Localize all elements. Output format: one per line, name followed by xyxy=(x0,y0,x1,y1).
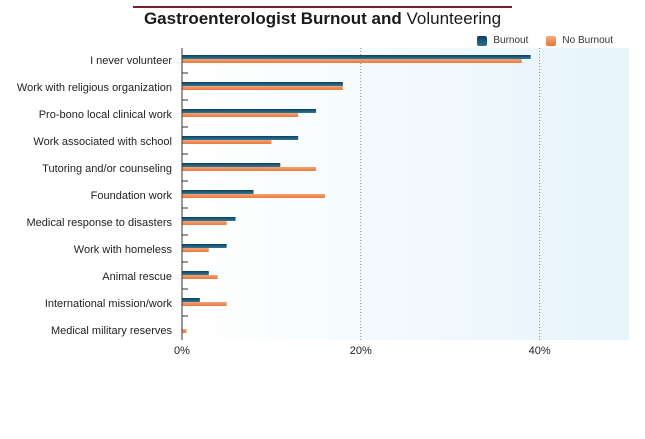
category-label-10: Medical military reserves xyxy=(50,325,172,337)
category-label-8: Animal rescue xyxy=(102,271,172,283)
bar-no-burnout-3 xyxy=(182,140,271,144)
bar-burnout-0 xyxy=(182,55,531,59)
bar-no-burnout-9 xyxy=(182,302,227,306)
bar-no-burnout-7 xyxy=(182,248,209,252)
bar-no-burnout-10 xyxy=(182,329,186,333)
bar-burnout-5 xyxy=(182,190,254,194)
bar-no-burnout-8 xyxy=(182,275,218,279)
category-label-0: I never volunteer xyxy=(90,55,172,67)
bar-no-burnout-1 xyxy=(182,86,343,90)
bar-burnout-2 xyxy=(182,109,316,113)
category-label-4: Tutoring and/or counseling xyxy=(42,163,172,175)
category-label-6: Medical response to disasters xyxy=(26,217,172,229)
category-label-5: Foundation work xyxy=(90,190,172,202)
x-tick-label-1: 20% xyxy=(349,345,372,357)
category-label-2: Pro-bono local clinical work xyxy=(38,109,172,121)
category-label-7: Work with homeless xyxy=(73,244,172,256)
category-label-1: Work with religious organization xyxy=(16,82,172,94)
bar-burnout-8 xyxy=(182,271,209,275)
x-tick-label-0: 0% xyxy=(174,345,190,357)
chart-title-bold: Gastroenterologist Burnout and xyxy=(143,9,402,28)
bar-no-burnout-6 xyxy=(182,221,227,225)
bar-no-burnout-4 xyxy=(182,167,316,171)
legend-label-no-burnout: No Burnout xyxy=(562,35,613,46)
bar-no-burnout-5 xyxy=(182,194,325,198)
chart-title-rest: Volunteering xyxy=(406,9,502,28)
bar-burnout-1 xyxy=(182,82,343,86)
bar-no-burnout-2 xyxy=(182,113,298,117)
legend-label-burnout: Burnout xyxy=(493,35,529,46)
bar-burnout-3 xyxy=(182,136,298,140)
category-label-9: International mission/work xyxy=(44,298,172,310)
bar-no-burnout-0 xyxy=(182,59,522,63)
category-label-3: Work associated with school xyxy=(33,136,172,148)
bar-burnout-7 xyxy=(182,244,227,248)
bar-burnout-6 xyxy=(182,217,236,221)
bar-burnout-4 xyxy=(182,163,280,167)
bar-burnout-9 xyxy=(182,298,200,302)
x-tick-label-2: 40% xyxy=(528,345,551,357)
